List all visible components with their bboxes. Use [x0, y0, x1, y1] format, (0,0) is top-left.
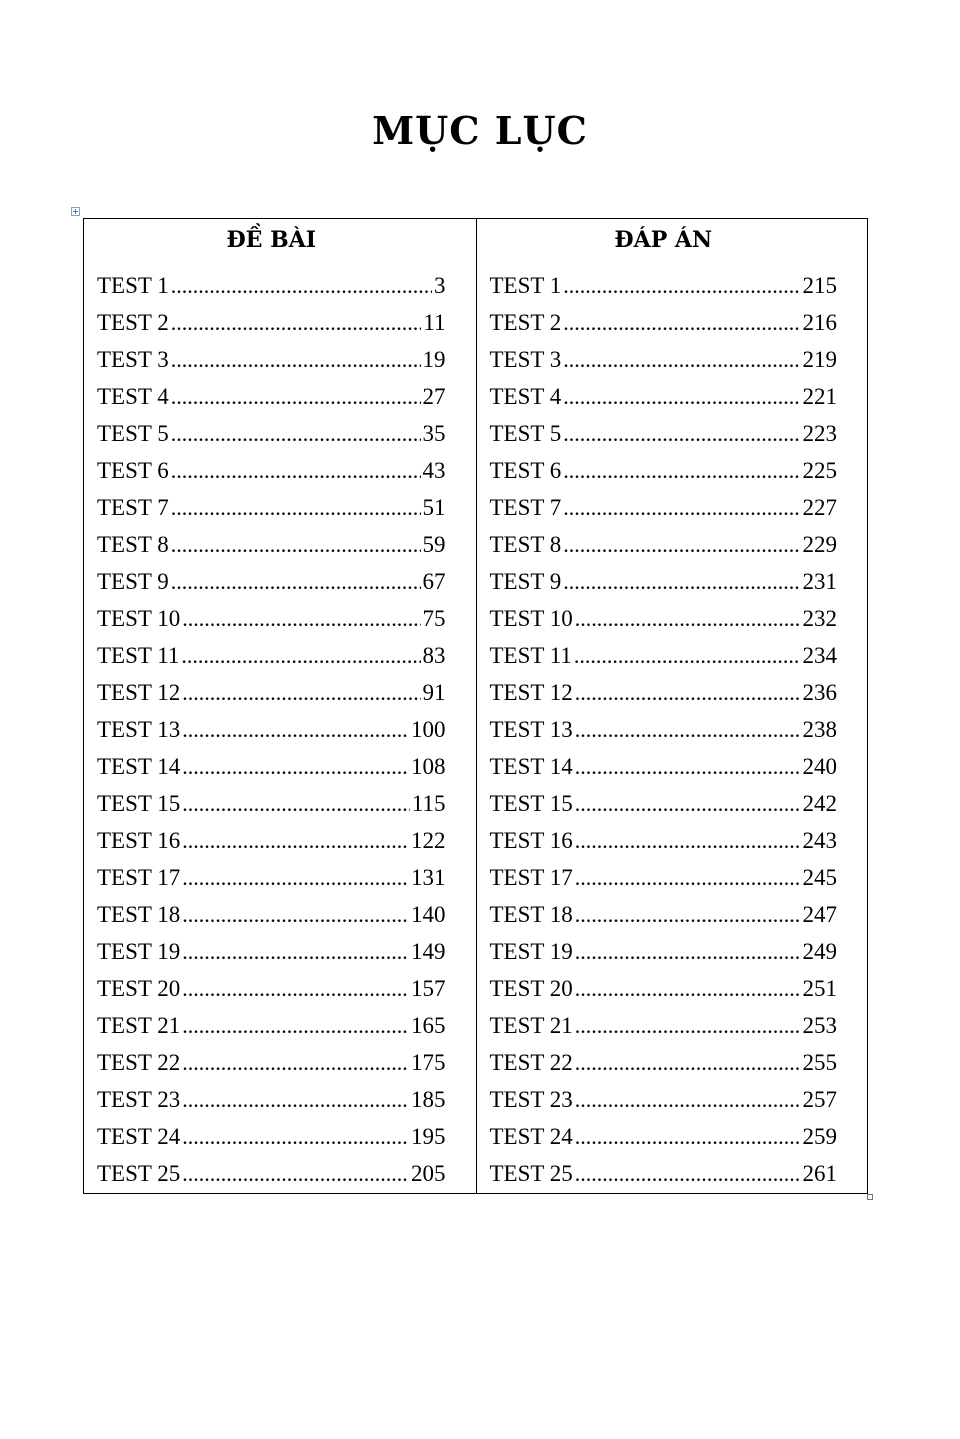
toc-entry-label: TEST 8 [97, 532, 169, 557]
toc-entry-label: TEST 4 [489, 384, 562, 409]
toc-entry[interactable] [97, 378, 446, 415]
dot-leader [171, 378, 421, 415]
toc-entry[interactable] [490, 859, 838, 896]
dot-leader [563, 341, 800, 378]
toc-entry-label: TEST 18 [97, 902, 181, 927]
toc-entry-label: TEST 22 [97, 1050, 181, 1075]
toc-entry[interactable] [490, 489, 838, 526]
dot-leader [575, 1007, 801, 1044]
toc-entry-page-number: 185 [411, 1087, 446, 1112]
toc-entry-page-number: 247 [802, 902, 837, 927]
toc-entry-page-number: 243 [802, 828, 837, 853]
toc-column-answers [476, 219, 868, 1193]
table-move-handle-icon[interactable] [71, 207, 80, 216]
toc-entry-label: TEST 4 [97, 384, 169, 409]
toc-entry[interactable] [97, 1007, 446, 1044]
toc-entry-page-number: 157 [411, 976, 446, 1001]
toc-entry-page-number: 215 [802, 273, 837, 298]
dot-leader [182, 748, 409, 785]
toc-entry-page-number: 131 [411, 865, 446, 890]
toc-entry[interactable] [490, 970, 838, 1007]
toc-entry-page-number: 19 [422, 347, 446, 372]
toc-entry-label: TEST 10 [97, 606, 181, 631]
toc-entry[interactable] [490, 785, 838, 822]
dot-leader [182, 785, 410, 822]
toc-entry-label: TEST 20 [97, 976, 181, 1001]
toc-entry-page-number: 122 [411, 828, 446, 853]
toc-entry[interactable] [97, 600, 446, 637]
toc-entry[interactable] [97, 415, 446, 452]
toc-entry-label: TEST 5 [489, 421, 562, 446]
toc-entry-label: TEST 7 [97, 495, 169, 520]
toc-entry[interactable] [97, 896, 446, 933]
toc-entry[interactable] [490, 674, 838, 711]
toc-entry-label: TEST 24 [97, 1124, 181, 1149]
dot-leader [563, 489, 800, 526]
toc-entry-page-number: 257 [802, 1087, 837, 1112]
toc-entry-page-number: 11 [423, 310, 446, 335]
toc-entry[interactable] [97, 711, 446, 748]
toc-entry-page-number: 229 [802, 532, 837, 557]
toc-entry-page-number: 165 [411, 1013, 446, 1038]
toc-entry[interactable] [97, 489, 446, 526]
dot-leader [171, 526, 421, 563]
toc-entry-page-number: 3 [434, 273, 446, 298]
toc-entry-page-number: 251 [802, 976, 837, 1001]
toc-entry[interactable] [490, 1155, 838, 1192]
toc-entry-label: TEST 5 [97, 421, 169, 446]
dot-leader [182, 970, 409, 1007]
toc-entry[interactable] [97, 970, 446, 1007]
toc-entry-label: TEST 20 [489, 976, 573, 1001]
toc-entry[interactable] [490, 637, 838, 674]
toc-entry-label: TEST 18 [489, 902, 573, 927]
toc-entry-label: TEST 1 [97, 273, 169, 298]
toc-entry[interactable] [97, 1155, 446, 1192]
toc-entry-label: TEST 19 [97, 939, 181, 964]
dot-leader [575, 859, 801, 896]
toc-entry-label: TEST 11 [489, 643, 572, 668]
toc-entry[interactable] [490, 304, 838, 341]
dot-leader [574, 637, 801, 674]
toc-entry[interactable] [97, 1118, 446, 1155]
toc-entry[interactable] [97, 822, 446, 859]
toc-entry[interactable] [490, 415, 838, 452]
toc-entry-page-number: 234 [802, 643, 837, 668]
dot-leader [171, 304, 422, 341]
toc-entry-label: TEST 2 [97, 310, 169, 335]
toc-entry[interactable] [97, 785, 446, 822]
toc-entry-label: TEST 9 [97, 569, 169, 594]
dot-leader [575, 711, 801, 748]
toc-entry[interactable] [490, 563, 838, 600]
toc-entry-label: TEST 15 [489, 791, 573, 816]
toc-entry[interactable] [97, 267, 446, 304]
toc-entry-label: TEST 23 [97, 1087, 181, 1112]
dot-leader [563, 563, 800, 600]
toc-entry[interactable] [97, 563, 446, 600]
toc-entry-page-number: 140 [411, 902, 446, 927]
toc-entry[interactable] [490, 1118, 838, 1155]
dot-leader [182, 1118, 409, 1155]
toc-entry-page-number: 223 [802, 421, 837, 446]
dot-leader [575, 1118, 801, 1155]
dot-leader [182, 600, 420, 637]
toc-entry[interactable] [490, 452, 838, 489]
toc-entry[interactable] [490, 1081, 838, 1118]
toc-entry[interactable] [97, 1081, 446, 1118]
dot-leader [563, 526, 800, 563]
toc-entry-label: TEST 13 [489, 717, 573, 742]
toc-entry-page-number: 240 [802, 754, 837, 779]
dot-leader [575, 896, 801, 933]
toc-entry-page-number: 255 [802, 1050, 837, 1075]
dot-leader [182, 1081, 409, 1118]
dot-leader [182, 674, 420, 711]
toc-entry-page-number: 59 [422, 532, 446, 557]
toc-entry[interactable] [97, 341, 446, 378]
toc-entry-label: TEST 14 [489, 754, 573, 779]
dot-leader [171, 563, 421, 600]
toc-list [97, 267, 446, 1192]
toc-entry-label: TEST 12 [489, 680, 573, 705]
toc-entry[interactable] [97, 526, 446, 563]
toc-entry-page-number: 253 [802, 1013, 837, 1038]
toc-entry-page-number: 195 [411, 1124, 446, 1149]
toc-entry-label: TEST 24 [489, 1124, 573, 1149]
dot-leader [182, 933, 409, 970]
dot-leader [575, 674, 801, 711]
toc-entry-label: TEST 23 [489, 1087, 573, 1112]
dot-leader [181, 637, 420, 674]
dot-leader [563, 267, 800, 304]
toc-entry-label: TEST 19 [489, 939, 573, 964]
toc-entry-label: TEST 22 [489, 1050, 573, 1075]
toc-entry-label: TEST 21 [489, 1013, 573, 1038]
toc-entry-label: TEST 10 [489, 606, 573, 631]
toc-entry-page-number: 205 [411, 1161, 446, 1186]
toc-entry-label: TEST 9 [489, 569, 562, 594]
toc-entry-page-number: 51 [422, 495, 446, 520]
dot-leader [575, 822, 801, 859]
toc-entry[interactable] [97, 452, 446, 489]
toc-entry-label: TEST 21 [97, 1013, 181, 1038]
dot-leader [563, 304, 800, 341]
toc-entry-page-number: 216 [802, 310, 837, 335]
toc-entry-page-number: 35 [422, 421, 446, 446]
toc-entry-page-number: 149 [411, 939, 446, 964]
toc-entry-label: TEST 6 [489, 458, 562, 483]
toc-entry-page-number: 259 [802, 1124, 837, 1149]
toc-column-questions [84, 219, 476, 1193]
dot-leader [182, 896, 409, 933]
dot-leader [171, 267, 432, 304]
toc-entry-page-number: 227 [802, 495, 837, 520]
dot-leader [563, 415, 800, 452]
toc-entry-label: TEST 1 [489, 273, 562, 298]
dot-leader [575, 1081, 801, 1118]
column-heading: ĐÁP ÁN [614, 227, 713, 253]
toc-entry[interactable] [97, 674, 446, 711]
toc-entry-page-number: 175 [411, 1050, 446, 1075]
toc-entry-page-number: 27 [422, 384, 446, 409]
toc-entry-label: TEST 12 [97, 680, 181, 705]
toc-entry-page-number: 245 [802, 865, 837, 890]
toc-entry[interactable] [97, 859, 446, 896]
toc-entry-page-number: 219 [802, 347, 837, 372]
toc-entry-label: TEST 13 [97, 717, 181, 742]
toc-list [490, 267, 838, 1192]
toc-entry-label: TEST 11 [97, 643, 180, 668]
toc-entry-label: TEST 25 [489, 1161, 573, 1186]
toc-entry-label: TEST 8 [489, 532, 562, 557]
toc-entry[interactable] [490, 378, 838, 415]
dot-leader [171, 489, 421, 526]
toc-entry[interactable] [490, 933, 838, 970]
toc-entry[interactable] [490, 1007, 838, 1044]
toc-entry[interactable] [97, 637, 446, 674]
toc-entry-page-number: 238 [802, 717, 837, 742]
dot-leader [575, 1044, 801, 1081]
toc-entry-label: TEST 25 [97, 1161, 181, 1186]
dot-leader [182, 1155, 409, 1192]
toc-entry-page-number: 115 [411, 791, 446, 816]
toc-entry-page-number: 249 [802, 939, 837, 964]
toc-entry[interactable] [97, 304, 446, 341]
toc-entry-page-number: 91 [422, 680, 446, 705]
toc-entry[interactable] [490, 267, 838, 304]
dot-leader [171, 415, 421, 452]
toc-entry[interactable] [490, 748, 838, 785]
toc-entry[interactable] [97, 933, 446, 970]
toc-entry[interactable] [490, 711, 838, 748]
toc-entry-label: TEST 3 [489, 347, 562, 372]
dot-leader [182, 822, 409, 859]
toc-entry-page-number: 261 [802, 1161, 837, 1186]
dot-leader [575, 933, 801, 970]
toc-entry-label: TEST 14 [97, 754, 181, 779]
toc-entry-page-number: 236 [802, 680, 837, 705]
toc-entry[interactable] [97, 748, 446, 785]
table-resize-handle[interactable] [867, 1194, 873, 1200]
toc-entry-label: TEST 3 [97, 347, 169, 372]
toc-entry[interactable] [97, 1044, 446, 1081]
dot-leader [171, 452, 421, 489]
dot-leader [563, 452, 800, 489]
toc-entry[interactable] [490, 1044, 838, 1081]
toc-entry[interactable] [490, 896, 838, 933]
toc-entry-page-number: 231 [802, 569, 837, 594]
dot-leader [575, 785, 801, 822]
dot-leader [182, 859, 409, 896]
toc-entry-label: TEST 7 [489, 495, 562, 520]
toc-entry-page-number: 221 [802, 384, 837, 409]
toc-entry-label: TEST 15 [97, 791, 181, 816]
dot-leader [182, 711, 409, 748]
dot-leader [563, 378, 800, 415]
dot-leader [182, 1007, 409, 1044]
toc-entry-page-number: 100 [411, 717, 446, 742]
dot-leader [575, 1155, 801, 1192]
dot-leader [575, 748, 801, 785]
toc-entry-page-number: 242 [802, 791, 837, 816]
toc-entry-page-number: 232 [802, 606, 837, 631]
toc-entry-label: TEST 16 [489, 828, 573, 853]
toc-entry[interactable] [490, 822, 838, 859]
toc-entry-page-number: 75 [422, 606, 446, 631]
toc-entry-page-number: 67 [422, 569, 446, 594]
toc-entry-page-number: 225 [802, 458, 837, 483]
toc-entry[interactable] [490, 526, 838, 563]
toc-entry-page-number: 43 [422, 458, 446, 483]
toc-entry-label: TEST 6 [97, 458, 169, 483]
toc-entry-label: TEST 17 [97, 865, 181, 890]
toc-entry-label: TEST 16 [97, 828, 181, 853]
toc-entry-label: TEST 17 [489, 865, 573, 890]
dot-leader [182, 1044, 409, 1081]
toc-entry-page-number: 108 [411, 754, 446, 779]
column-heading: ĐỀ BÀI [226, 227, 317, 253]
page-title: MỤC LỤC [372, 108, 588, 153]
toc-table [83, 218, 868, 1194]
toc-entry-label: TEST 2 [489, 310, 562, 335]
toc-entry-page-number: 83 [422, 643, 446, 668]
toc-entry[interactable] [490, 341, 838, 378]
dot-leader [575, 970, 801, 1007]
toc-entry[interactable] [490, 600, 838, 637]
dot-leader [575, 600, 801, 637]
dot-leader [171, 341, 421, 378]
